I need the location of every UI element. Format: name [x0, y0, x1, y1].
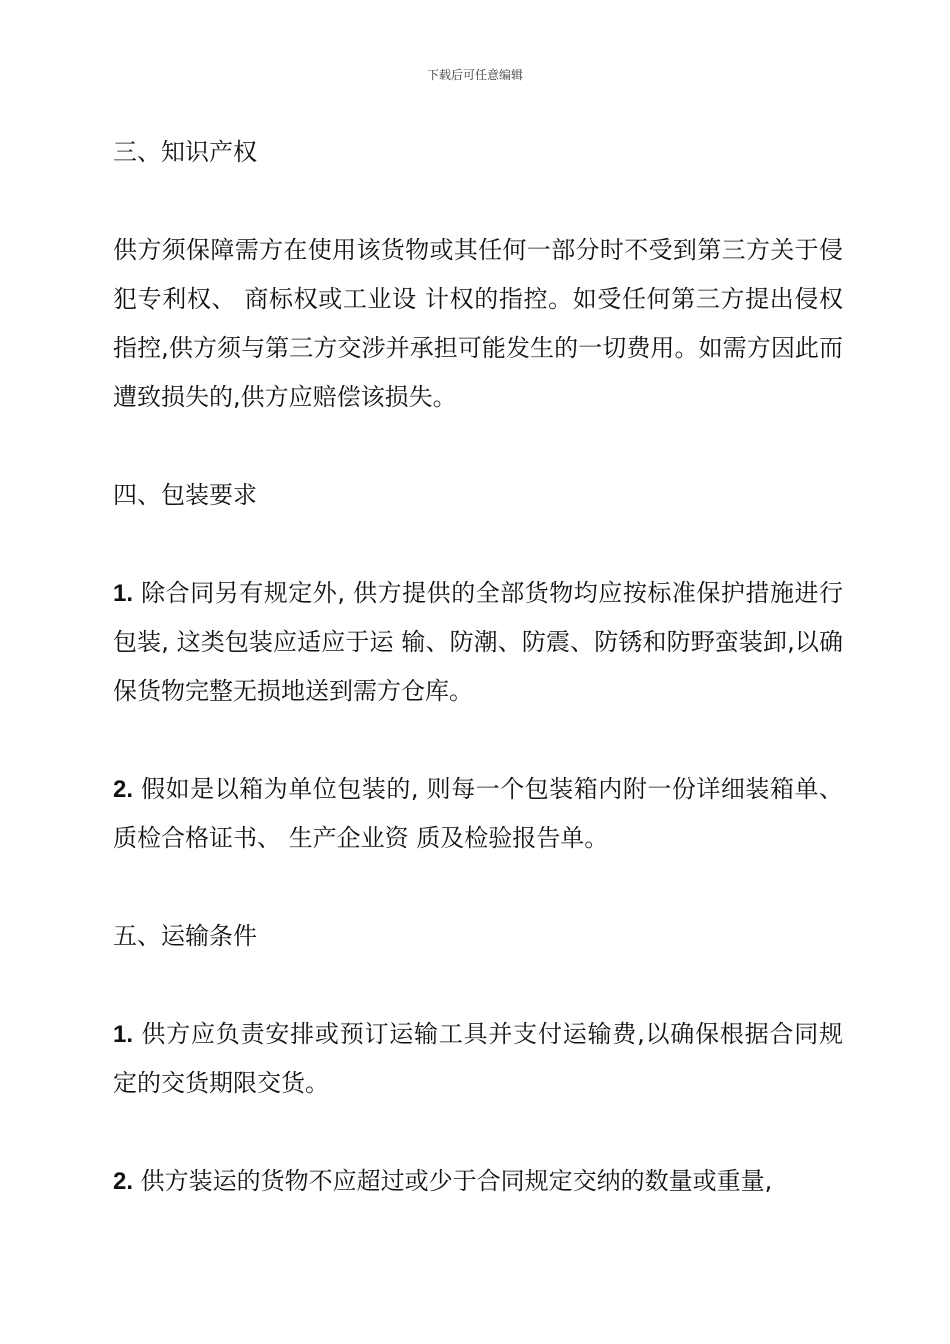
paragraph-transport-1 [113, 1010, 843, 1108]
paragraph-transport-2 [113, 1157, 843, 1206]
paragraph-number: 2. [113, 776, 134, 803]
paragraph-text: 供方须保障需方在使用该货物或其任何一部分时不受到第三方关于侵犯专利权、 商标权或工业设 计权的指控。如受任何第三方提出侵权指控,供方须与第三方交涉并承担可能发生的一切费用。如需方因此而遭致损失的,供方应赔偿该损失。 [113, 236, 843, 411]
document-body [113, 128, 843, 1255]
page-header-note: 下载后可任意编辑 [426, 68, 523, 82]
paragraph-packaging-1 [113, 569, 843, 716]
paragraph-text: 供方装运的货物不应超过或少于合同规定交纳的数量或重量, [133, 1167, 773, 1195]
paragraph-number: 1. [113, 580, 134, 607]
paragraph-number: 2. [113, 1168, 134, 1195]
paragraph-ip [113, 226, 843, 422]
paragraph-number: 1. [113, 1021, 134, 1048]
paragraph-text: 假如是以箱为单位包装的, 则每一个包装箱内附一份详细装箱单、 质检合格证书、 生产企业资 质及检验报告单。 [113, 775, 843, 852]
paragraph-packaging-2 [113, 765, 843, 863]
section-heading-packaging: 四、包装要求 [113, 481, 257, 509]
section-heading-ip: 三、知识产权 [113, 138, 257, 166]
paragraph-text: 供方应负责安排或预订运输工具并支付运输费,以确保根据合同规定的交货期限交货。 [113, 1020, 843, 1097]
paragraph-text: 除合同另有规定外, 供方提供的全部货物均应按标准保护措施进行包装, 这类包装应适应于运 输、防潮、防震、防锈和防野蛮装卸,以确保货物完整无损地送到需方仓库。 [113, 579, 843, 705]
section-heading-transport: 五、运输条件 [113, 922, 257, 950]
